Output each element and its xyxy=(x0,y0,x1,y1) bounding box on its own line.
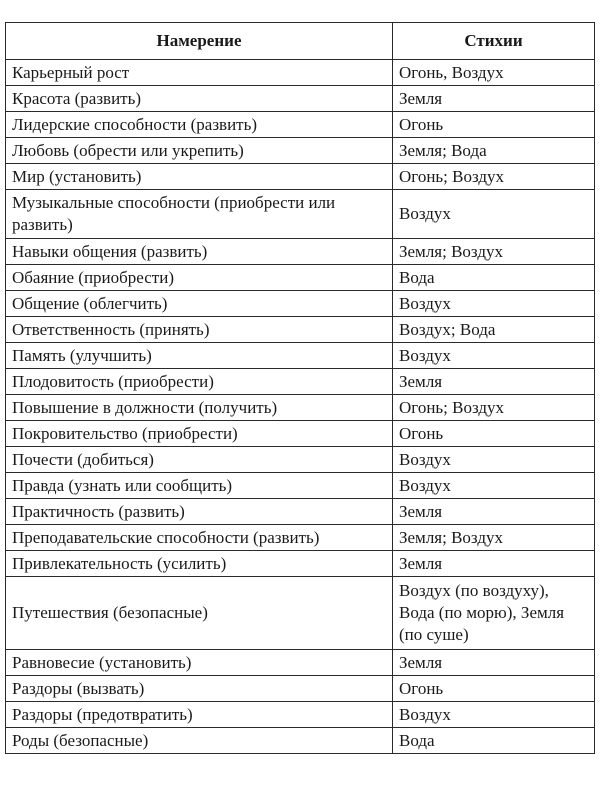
intent-cell: Равновесие (установить) xyxy=(6,650,393,676)
table-row xyxy=(6,317,595,343)
intent-cell: Практичность (развить) xyxy=(6,499,393,525)
table-row xyxy=(6,60,595,86)
elements-cell: Земля; Воздух xyxy=(393,525,595,551)
intent-elements-table xyxy=(5,22,595,754)
table-header-row xyxy=(6,23,595,60)
intent-cell: Покровительство (приобрести) xyxy=(6,421,393,447)
header-elements: Стихии xyxy=(393,23,595,60)
table-row xyxy=(6,551,595,577)
elements-cell: Воздух xyxy=(393,190,595,239)
table-row xyxy=(6,369,595,395)
header-intent: Намерение xyxy=(6,23,393,60)
elements-cell: Воздух xyxy=(393,291,595,317)
elements-cell: Огонь; Воздух xyxy=(393,395,595,421)
table-row xyxy=(6,702,595,728)
intent-cell: Мир (установить) xyxy=(6,164,393,190)
table-row xyxy=(6,447,595,473)
table-row xyxy=(6,650,595,676)
elements-cell: Земля; Вода xyxy=(393,138,595,164)
intent-cell: Карьерный рост xyxy=(6,60,393,86)
elements-cell: Огонь; Воздух xyxy=(393,164,595,190)
intent-cell: Почести (добиться) xyxy=(6,447,393,473)
elements-cell: Воздух; Вода xyxy=(393,317,595,343)
elements-cell: Земля xyxy=(393,551,595,577)
elements-cell: Воздух xyxy=(393,702,595,728)
elements-cell: Земля xyxy=(393,499,595,525)
table-row xyxy=(6,395,595,421)
intent-cell: Обаяние (приобрести) xyxy=(6,265,393,291)
elements-cell: Огонь xyxy=(393,112,595,138)
table-row xyxy=(6,473,595,499)
intent-cell: Красота (развить) xyxy=(6,86,393,112)
intent-cell: Музыкальные способности (приобрести или развить) xyxy=(6,190,393,239)
intent-cell: Раздоры (вызвать) xyxy=(6,676,393,702)
intent-cell: Преподавательские способности (развить) xyxy=(6,525,393,551)
table-row xyxy=(6,265,595,291)
elements-cell: Огонь, Воздух xyxy=(393,60,595,86)
table-row xyxy=(6,112,595,138)
elements-cell: Земля; Воздух xyxy=(393,239,595,265)
intent-cell: Любовь (обрести или укрепить) xyxy=(6,138,393,164)
elements-cell: Воздух xyxy=(393,447,595,473)
intent-cell: Плодовитость (приобрести) xyxy=(6,369,393,395)
table-row xyxy=(6,86,595,112)
table-row xyxy=(6,138,595,164)
intent-cell: Память (улучшить) xyxy=(6,343,393,369)
table-row xyxy=(6,676,595,702)
intent-cell: Навыки общения (развить) xyxy=(6,239,393,265)
intent-cell: Раздоры (предотвратить) xyxy=(6,702,393,728)
intent-cell: Привлекательность (усилить) xyxy=(6,551,393,577)
intent-cell: Повышение в должности (получить) xyxy=(6,395,393,421)
elements-cell: Земля xyxy=(393,369,595,395)
elements-cell: Вода xyxy=(393,728,595,754)
intent-cell: Путешествия (безопасные) xyxy=(6,577,393,650)
intent-cell: Ответственность (принять) xyxy=(6,317,393,343)
elements-cell: Земля xyxy=(393,650,595,676)
elements-cell: Воздух xyxy=(393,343,595,369)
elements-cell: Огонь xyxy=(393,676,595,702)
intent-cell: Правда (узнать или сообщить) xyxy=(6,473,393,499)
elements-cell: Огонь xyxy=(393,421,595,447)
table-row xyxy=(6,421,595,447)
intent-elements-table-wrapper xyxy=(5,22,594,754)
table-row xyxy=(6,291,595,317)
table-row xyxy=(6,239,595,265)
elements-cell: Вода xyxy=(393,265,595,291)
table-row xyxy=(6,499,595,525)
elements-cell: Земля xyxy=(393,86,595,112)
elements-cell: Воздух xyxy=(393,473,595,499)
intent-cell: Роды (безопасные) xyxy=(6,728,393,754)
table-row xyxy=(6,728,595,754)
intent-cell: Лидерские способности (развить) xyxy=(6,112,393,138)
table-row xyxy=(6,525,595,551)
table-row xyxy=(6,577,595,650)
table-row xyxy=(6,190,595,239)
table-row xyxy=(6,343,595,369)
table-row xyxy=(6,164,595,190)
intent-cell: Общение (облегчить) xyxy=(6,291,393,317)
elements-cell: Воздух (по воздуху), Вода (по морю), Земля (по суше) xyxy=(393,577,595,650)
